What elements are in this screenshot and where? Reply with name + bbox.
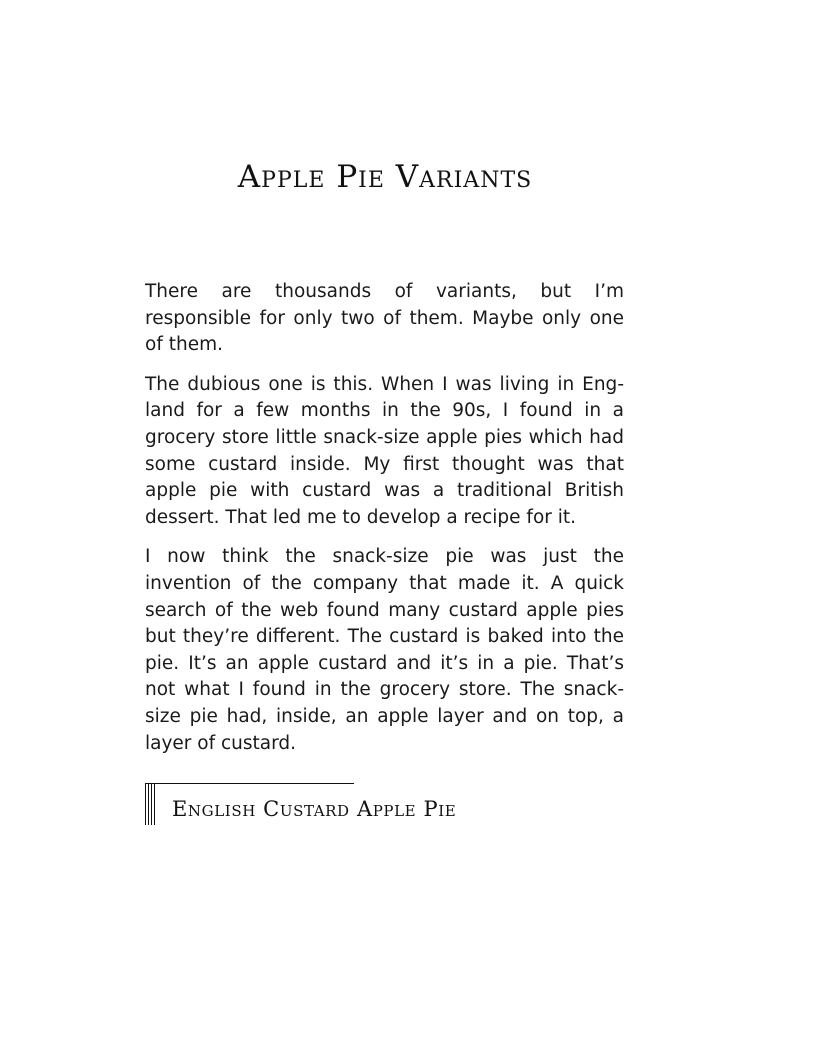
page-title: Apple Pie Variants bbox=[237, 159, 533, 195]
paragraph-3: I now think the snack-size pie was just the invention of the company that made it. A quick search of the web found many custard apple pies but they’re different. The custard is baked into the pie. It’s an apple custard and it’s in a pie. That’s not what I found in the grocery store. The snack-size pie had, inside, an apple layer and on top, a layer of custard. bbox=[145, 546, 624, 754]
section-bars-ornament bbox=[145, 783, 155, 825]
paragraph-1: There are thousands of variants, but I’m responsible for only two of them. Maybe only one of them. bbox=[145, 281, 624, 356]
section-heading: English Custard Apple Pie bbox=[172, 797, 457, 821]
paragraph-2: The dubious one is this. When I was living in England for a few months in the 90s, I found in a grocery store little snack-size apple pies which had some custard inside. My first thought was that apple pie with custard was a traditional British dessert. That led me to develop a recipe for it. bbox=[145, 373, 624, 528]
section-header bbox=[145, 783, 625, 827]
section-top-rule bbox=[145, 783, 354, 784]
body-text bbox=[145, 279, 624, 770]
